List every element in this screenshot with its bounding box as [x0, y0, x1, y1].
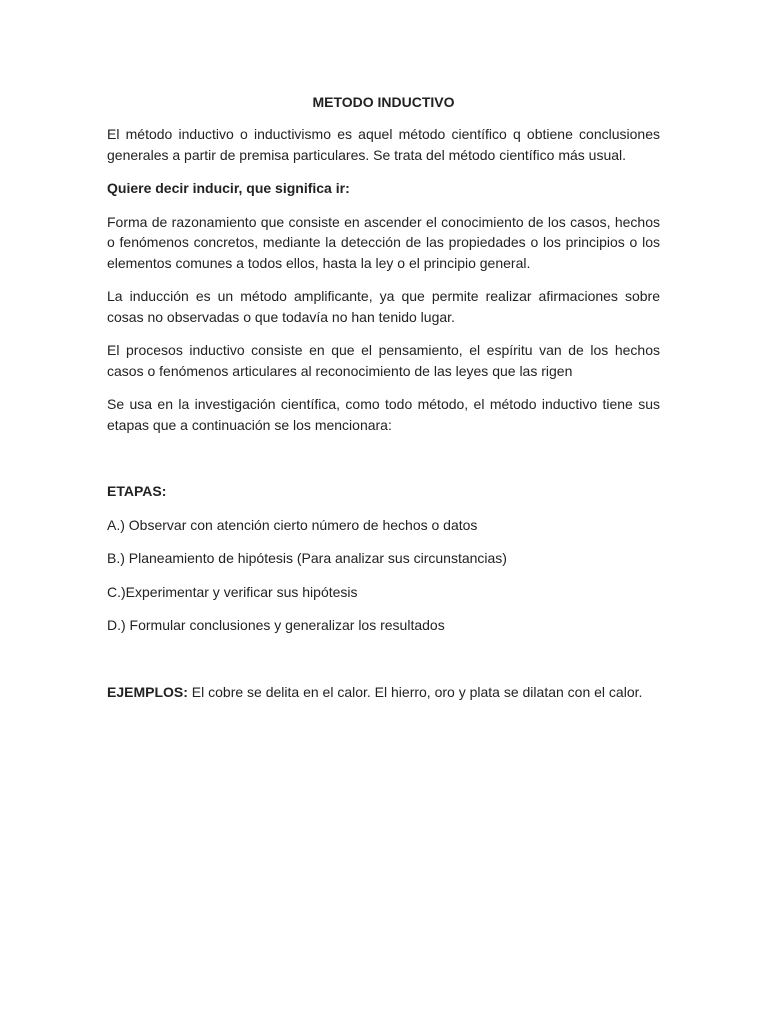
document-page: [107, 92, 660, 715]
spacer: [107, 649, 660, 682]
paragraph-usage: Se usa en la investigación científica, como todo método, el método inductivo tiene sus etapas que a continuación se los mencionara:: [107, 396, 660, 433]
examples-label: EJEMPLOS:: [107, 683, 188, 700]
stages-list: [107, 515, 660, 636]
document-title: METODO INDUCTIVO: [312, 94, 455, 110]
stages-heading: ETAPAS:: [107, 483, 167, 499]
paragraph-amplifying: La inducción es un método amplificante, ya que permite realizar afirmaciones sobre cosas no observadas o que todavía no han tenido lugar.: [107, 288, 660, 325]
examples-paragraph: [107, 682, 660, 703]
list-item: C.)Experimentar y verificar sus hipótesis: [107, 583, 358, 600]
list-item: A.) Observar con atención cierto número de hechos o datos: [107, 516, 478, 533]
paragraph-process: El procesos inductivo consiste en que el pensamiento, el espíritu van de los hechos casos o fenómenos articulares al reconocimiento de las leyes que las rigen: [107, 342, 660, 379]
list-item: B.) Planeamiento de hipótesis (Para analizar sus circunstancias): [107, 550, 507, 566]
paragraph-reasoning: Forma de razonamiento que consiste en ascender el conocimiento de los casos, hechos o fenómenos concretos, mediante la detección de las propiedades o los principios o los elementos comunes a todos ellos, hasta la ley o el principio general.: [107, 213, 660, 271]
subheading: Quiere decir inducir, que significa ir:: [107, 180, 350, 196]
list-item: D.) Formular conclusiones y generalizar los resultados: [107, 617, 445, 633]
examples-text: El cobre se delita en el calor. El hierro, oro y plata se dilatan con el calor.: [187, 683, 643, 700]
spacer: [107, 448, 660, 481]
intro-paragraph: El método inductivo o inductivismo es aquel método científico q obtiene conclusiones generales a partir de premisa particulares. Se trata del método científico más usual.: [107, 126, 660, 163]
